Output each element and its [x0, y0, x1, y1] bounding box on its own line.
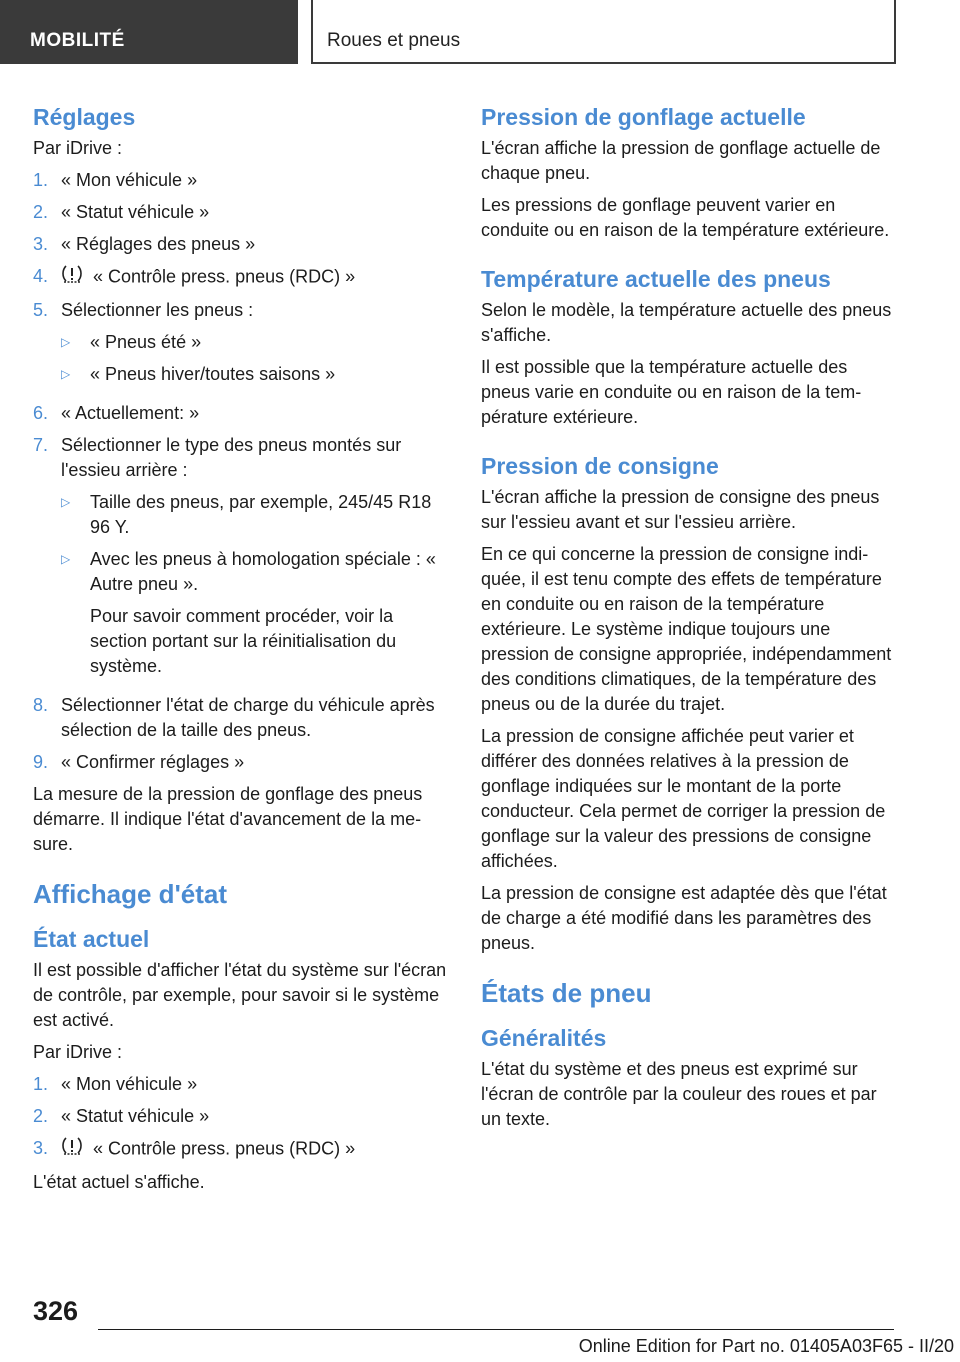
list-item: 4. « Contrôle press. pneus (RDC) »	[33, 264, 447, 291]
right-column	[481, 100, 895, 1139]
pression-actuelle-heading: Pression de gonflage actuelle	[481, 104, 806, 130]
triangle-bullet-icon: ▷	[61, 367, 71, 381]
consigne-p2: En ce qui concerne la pression de consigne indiquée, il est tenu compte des effets de température en conduite ou en raison de la température extérieure. Le système indique toujours une pression de consigne appropriée, indépendamment des conditions climatiques, de la température des pneus ou de la durée du trajet.	[481, 544, 892, 714]
etat-heading: État actuel	[33, 926, 150, 952]
reglages-heading: Réglages	[33, 104, 136, 130]
list-item: 8. Sélectionner l'état de charge du véhicule après sélection de la taille des pneus.	[33, 695, 435, 740]
temperature-heading: Température actuelle des pneus	[481, 266, 831, 292]
etat-paragraph: Il est possible d'afficher l'état du système sur l'écran de contrôle, par exemple, pour savoir si le système est activé.	[33, 960, 447, 1030]
reglages-result: La mesure de la pression de gonflage des pneus démarre. Il indique l'état d'avancement de la mesure.	[33, 784, 423, 854]
tire-pressure-warning-icon	[61, 1136, 83, 1163]
list-item: 9. « Confirmer réglages »	[33, 752, 245, 772]
reglages-intro: Par iDrive :	[33, 138, 123, 158]
section-tab: MOBILITÉ	[0, 0, 298, 64]
left-column	[33, 100, 447, 1202]
generalites-p1: L'état du système et des pneus est exprimé sur l'écran de contrôle par la couleur des roues et par un texte.	[481, 1059, 877, 1129]
chapter-tab: Roues et pneus	[311, 0, 896, 64]
pression-actuelle-p2: Les pressions de gonflage peuvent varier en conduite ou en raison de la température extérieure.	[481, 195, 890, 240]
page-number: 326	[33, 1296, 79, 1326]
triangle-bullet-icon: ▷	[61, 335, 71, 349]
consigne-heading: Pression de consigne	[481, 453, 719, 479]
list-item: 1. « Mon véhicule »	[33, 170, 198, 190]
tire-pressure-warning-icon	[61, 264, 83, 291]
sub-item: ▷ « Pneus été »	[61, 330, 447, 355]
affichage-heading: Affichage d'état	[33, 879, 227, 909]
consigne-p1: L'écran affiche la pression de consigne des pneus sur l'essieu avant et sur l'essieu arrière.	[481, 487, 880, 532]
list-item: 3. « Réglages des pneus »	[33, 234, 256, 254]
consigne-p4: La pression de consigne est adaptée dès que l'état de charge a été modifié dans les paramètres des pneus.	[481, 883, 887, 953]
triangle-bullet-icon: ▷	[61, 552, 71, 566]
edition-note: Online Edition for Part no. 01405A03F65 - II/20	[578, 1336, 954, 1356]
triangle-bullet-icon: ▷	[61, 495, 71, 509]
sub-item: ▷ Taille des pneus, par exemple, 245/45 R18 96 Y.	[61, 490, 447, 540]
etat-intro: Par iDrive :	[33, 1042, 123, 1062]
sub-item: ▷ Avec les pneus à homologation spéciale : « Autre pneu ». Pour savoir comment procéder, voir la section portant sur la réinitialisation du système.	[61, 547, 447, 679]
etat-steps	[33, 1072, 447, 1163]
page-header	[0, 0, 960, 66]
generalites-heading: Généralités	[481, 1025, 607, 1051]
list-item: 6. « Actuellement: »	[33, 403, 200, 423]
list-item: 5. Sélectionner les pneus : ▷ « Pneus été » ▷ « Pneus hiver/toutes saisons »	[33, 298, 447, 394]
reglages-steps	[33, 168, 447, 775]
consigne-p3: La pression de consigne affichée peut varier et différer des données relatives à la pression de gonflage indiquées sur le montant de la porte conducteur. Cela permet de corriger la pression de gonflage sur la valeur des pressions de consigne affichées.	[481, 726, 886, 871]
footer-divider	[98, 1329, 894, 1330]
temperature-p1: Selon le modèle, la température actuelle des pneus s'affiche.	[481, 300, 892, 345]
list-item: 7. Sélectionner le type des pneus montés sur l'essieu arrière : ▷ Taille des pneus, par exemple, 245/45 R18 96 Y. ▷ Avec les pneus à homologation spéciale : « Autre pneu ». Pour savoir comment procéder, voir la section portant sur la réinitialisation du système.	[33, 433, 447, 686]
etat-result: L'état actuel s'affiche.	[33, 1172, 205, 1192]
sub-note: Pour savoir comment procéder, voir la section portant sur la réinitialisation du système.	[90, 606, 397, 676]
sub-item: ▷ « Pneus hiver/toutes saisons »	[61, 362, 447, 387]
pression-actuelle-p1: L'écran affiche la pression de gonflage actuelle de chaque pneu.	[481, 138, 881, 183]
list-item: 1. « Mon véhicule »	[33, 1074, 198, 1094]
etats-heading: États de pneu	[481, 978, 652, 1008]
list-item: 3. « Contrôle press. pneus (RDC) »	[33, 1136, 447, 1163]
temperature-p2: Il est possible que la température actuelle des pneus varie en conduite ou en raison de la température extérieure.	[481, 357, 862, 427]
list-item: 2. « Statut véhicule »	[33, 202, 210, 222]
list-item: 2. « Statut véhicule »	[33, 1106, 210, 1126]
